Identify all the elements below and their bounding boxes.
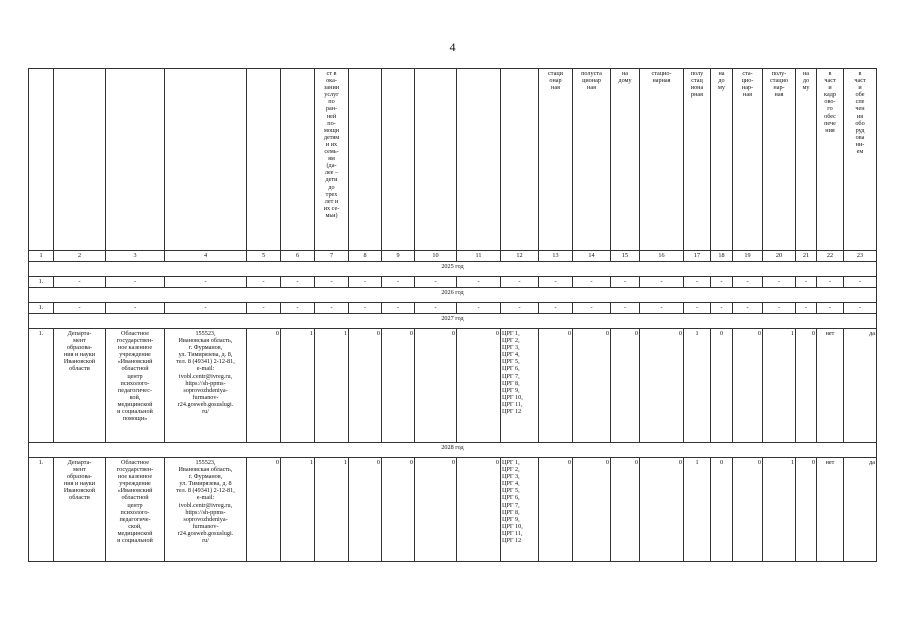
year-row-2027: [29, 314, 877, 329]
page-number: 4: [449, 40, 456, 54]
column-number: 8: [349, 251, 382, 262]
table-cell: -: [817, 277, 844, 288]
table-cell: -: [281, 277, 315, 288]
column-number: 4: [165, 251, 247, 262]
table-cell: -: [733, 303, 763, 314]
table-cell: -: [106, 303, 165, 314]
column-number: 11: [457, 251, 501, 262]
table-cell: 0: [349, 329, 382, 443]
column-number: 9: [382, 251, 415, 262]
table-cell: 1: [684, 458, 711, 562]
data-table: [28, 68, 877, 562]
table-cell: -: [844, 303, 877, 314]
header-cell: [457, 69, 501, 251]
table-cell: -: [640, 277, 684, 288]
table-cell: 0: [733, 458, 763, 562]
table-cell: да: [844, 458, 877, 562]
table-cell: 1: [684, 329, 711, 443]
target-groups-cell: ЦРГ 1, ЦРГ 2, ЦРГ 3, ЦРГ 4, ЦРГ 5, ЦРГ 6, ЦРГ 7, ЦРГ 8, ЦРГ 9, ЦРГ 10, ЦРГ 11, ЦРГ 12: [501, 329, 539, 443]
table-cell: 0: [382, 329, 415, 443]
table-cell: -: [382, 277, 415, 288]
column-number: 3: [106, 251, 165, 262]
table-cell: -: [711, 277, 733, 288]
column-number: 5: [247, 251, 281, 262]
header-cell: на дому: [611, 69, 640, 251]
table-cell: 0: [415, 458, 457, 562]
table-cell: -: [763, 303, 796, 314]
header-cell: [382, 69, 415, 251]
header-cell: ст в ока- зании услуг по ран- ней по- мощи детям и их семь- ям (да- лее – дети до трех лет и их се- мьи): [315, 69, 349, 251]
header-cell: полу стац иона рная: [684, 69, 711, 251]
year-row-2026: [29, 288, 877, 303]
header-cell: ста- цио- нар- ная: [733, 69, 763, 251]
table-cell: 0: [573, 458, 611, 562]
table-cell: -: [415, 277, 457, 288]
table-cell: -: [501, 303, 539, 314]
institution-cell: Областное государствен- ное казенное учреждение «Ивановский областной центр психолого- педагогичес- кой, медицинской и социальной помощи»: [106, 329, 165, 443]
target-groups-cell: ЦРГ 1, ЦРГ 2, ЦРГ 3, ЦРГ 4, ЦРГ 5, ЦРГ 6, ЦРГ 7, ЦРГ 8, ЦРГ 9, ЦРГ 10, ЦРГ 11, ЦРГ 12: [501, 458, 539, 562]
header-cell: на до му: [711, 69, 733, 251]
table-cell: -: [54, 277, 106, 288]
table-cell: -: [315, 277, 349, 288]
table-cell: -: [573, 303, 611, 314]
header-cell: в част и кадр ово- го обес пече ния: [817, 69, 844, 251]
table-cell: -: [247, 303, 281, 314]
header-cell: [501, 69, 539, 251]
table-cell: 0: [457, 458, 501, 562]
column-number: 7: [315, 251, 349, 262]
table-cell: 0: [611, 458, 640, 562]
table-row: [29, 303, 877, 314]
table-cell: нет: [817, 329, 844, 443]
table-cell: -: [106, 277, 165, 288]
column-number: 16: [640, 251, 684, 262]
year-label: 2028 год: [29, 443, 877, 458]
header-cell: [54, 69, 106, 251]
table-cell: -: [611, 303, 640, 314]
row-number: 1.: [29, 458, 54, 562]
table-cell: -: [165, 277, 247, 288]
column-number: 17: [684, 251, 711, 262]
table-cell: -: [711, 303, 733, 314]
header-cell: стаци онар ная: [539, 69, 573, 251]
department-cell: Департа- мент образова- ния и науки Ивановской области: [54, 329, 106, 443]
table-cell: -: [415, 303, 457, 314]
column-number: 13: [539, 251, 573, 262]
address-cell: 155523, Ивановская область, г. Фурманов, ул. Тимирязева, д. 8, тел. 8 (49341) 2-12-81, e-mail: ivobl.centr@ivreg.ru, https://sh-ppms- soprovozhdeniya- furmanov- r24.gosweb.gosuslugi. ru/: [165, 329, 247, 443]
table-cell: -: [315, 303, 349, 314]
table-cell: -: [281, 303, 315, 314]
header-cell: [281, 69, 315, 251]
row-number: 1.: [29, 329, 54, 443]
table-cell: -: [817, 303, 844, 314]
table-cell: -: [349, 303, 382, 314]
column-number: 23: [844, 251, 877, 262]
header-cell: [106, 69, 165, 251]
table-cell: -: [165, 303, 247, 314]
column-number-row: [29, 251, 877, 262]
column-number: 2: [54, 251, 106, 262]
year-row-2028: [29, 443, 877, 458]
table-cell: -: [684, 277, 711, 288]
column-number: 15: [611, 251, 640, 262]
table-cell: 0: [539, 329, 573, 443]
header-cell: [349, 69, 382, 251]
table-cell: -: [539, 277, 573, 288]
table-cell: -: [796, 303, 817, 314]
table-cell: 1: [763, 458, 796, 562]
column-number: 10: [415, 251, 457, 262]
header-cell: на до му: [796, 69, 817, 251]
table-cell: 1: [763, 329, 796, 443]
column-number: 18: [711, 251, 733, 262]
table-cell: 0: [611, 329, 640, 443]
table-cell: 0: [247, 458, 281, 562]
column-number: 20: [763, 251, 796, 262]
table-cell: 0: [415, 329, 457, 443]
table-cell: 0: [711, 329, 733, 443]
header-cell: [247, 69, 281, 251]
table-cell: 0: [711, 458, 733, 562]
header-cell: полуста ционар ная: [573, 69, 611, 251]
table-cell: 0: [733, 329, 763, 443]
table-cell: -: [457, 303, 501, 314]
table-cell: 0: [640, 329, 684, 443]
table-cell: 1: [315, 329, 349, 443]
table-cell: -: [640, 303, 684, 314]
table-cell: 0: [349, 458, 382, 562]
table-cell: 1: [315, 458, 349, 562]
table-cell: -: [382, 303, 415, 314]
table-cell: -: [733, 277, 763, 288]
header-cell: полу- стацио нар- ная: [763, 69, 796, 251]
table-cell: 1.: [29, 303, 54, 314]
year-label: 2027 год: [29, 314, 877, 329]
header-cell: [165, 69, 247, 251]
header-cell: [415, 69, 457, 251]
table-cell: -: [349, 277, 382, 288]
table-cell: 1: [281, 329, 315, 443]
table-cell: -: [501, 277, 539, 288]
table-cell: 0: [796, 458, 817, 562]
column-number: 12: [501, 251, 539, 262]
table-cell: 0: [382, 458, 415, 562]
table-cell: -: [54, 303, 106, 314]
table-cell: -: [684, 303, 711, 314]
year-row-2025: [29, 262, 877, 277]
table-cell: 0: [573, 329, 611, 443]
table-row: [29, 277, 877, 288]
table-row: [29, 329, 877, 443]
header-cell: [29, 69, 54, 251]
header-cell: в част и обе спе чен ия обо руд ова ни- ем: [844, 69, 877, 251]
table-cell: 0: [247, 329, 281, 443]
table-cell: -: [457, 277, 501, 288]
year-label: 2026 год: [29, 288, 877, 303]
column-number: 22: [817, 251, 844, 262]
header-cell: стацио- нарная: [640, 69, 684, 251]
table-cell: 1.: [29, 277, 54, 288]
institution-cell: Областное государствен- ное казенное учреждение «Ивановский областной центр психолого- педагогиче- ской, медицинской и социальной: [106, 458, 165, 562]
table-cell: -: [539, 303, 573, 314]
table-cell: -: [796, 277, 817, 288]
table-cell: 1: [281, 458, 315, 562]
table-cell: -: [573, 277, 611, 288]
table-cell: -: [611, 277, 640, 288]
table-cell: да: [844, 329, 877, 443]
column-number: 6: [281, 251, 315, 262]
table-cell: 0: [539, 458, 573, 562]
table-cell: -: [844, 277, 877, 288]
column-number: 19: [733, 251, 763, 262]
column-number: 21: [796, 251, 817, 262]
table-row: [29, 458, 877, 562]
table-cell: -: [247, 277, 281, 288]
column-number: 14: [573, 251, 611, 262]
column-number: 1: [29, 251, 54, 262]
year-label: 2025 год: [29, 262, 877, 277]
table-cell: 0: [796, 329, 817, 443]
table-cell: нет: [817, 458, 844, 562]
table-cell: 0: [457, 329, 501, 443]
department-cell: Департа- мент образова- ния и науки Ивановской области: [54, 458, 106, 562]
address-cell: 155523, Ивановская область, г. Фурманов, ул. Тимирязева, д. 8 тел. 8 (49341) 2-12-81, e-mail: ivobl.centr@ivreg.ru, https://sh-ppms- soprovozhdeniya- furmanov- r24.gosweb.gosuslugi. ru/: [165, 458, 247, 562]
header-row: [29, 69, 877, 251]
table-cell: -: [763, 277, 796, 288]
table-cell: 0: [640, 458, 684, 562]
